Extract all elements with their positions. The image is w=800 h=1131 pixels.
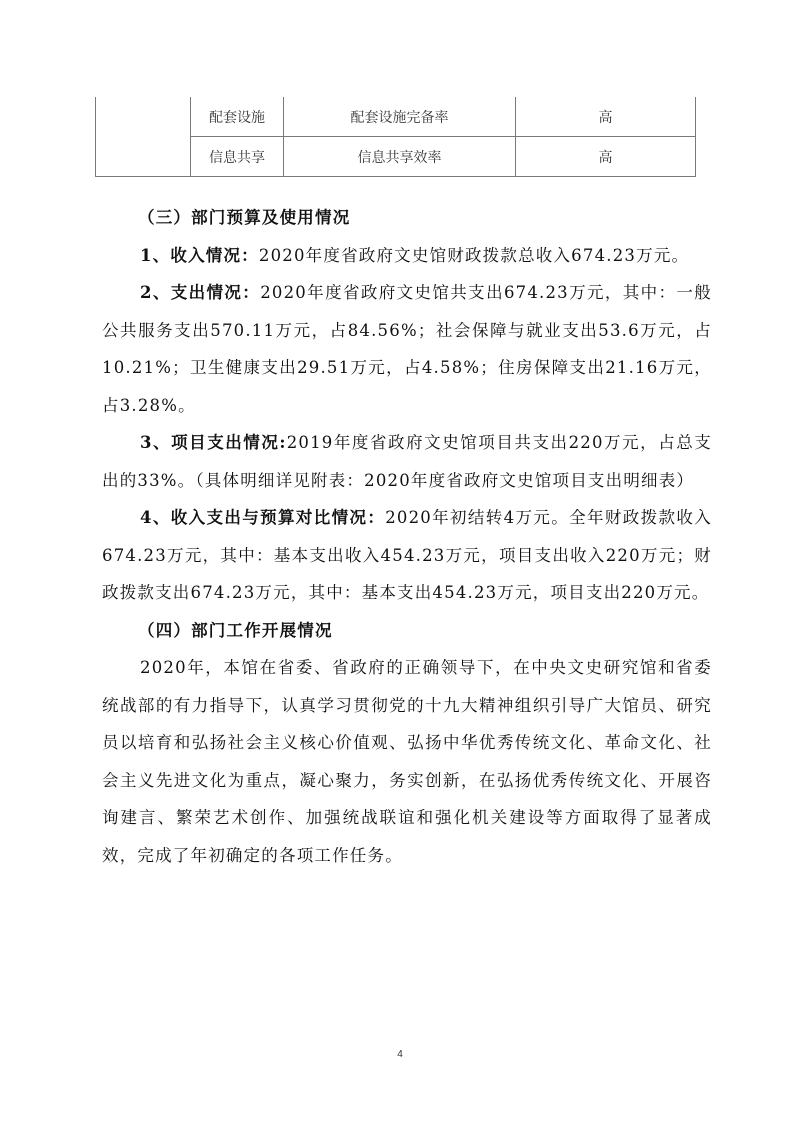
table-cell-merged xyxy=(96,97,191,177)
paragraph-expenditure xyxy=(102,274,712,424)
comparison-label: 4、收入支出与预算对比情况： xyxy=(140,508,386,527)
table-cell-tertiary-indicator: 信息共享效率 xyxy=(284,137,516,177)
table-cell-value: 高 xyxy=(516,97,696,137)
table-cell-tertiary-indicator: 配套设施完备率 xyxy=(284,97,516,137)
table-row xyxy=(96,97,696,137)
paragraph-project xyxy=(102,424,712,499)
body-text xyxy=(102,199,712,874)
project-label: 3、项目支出情况: xyxy=(140,433,287,452)
table-cell-value: 高 xyxy=(516,137,696,177)
table-cell-secondary-indicator: 配套设施 xyxy=(191,97,284,137)
paragraph-income xyxy=(102,237,712,275)
page-number: 4 xyxy=(397,1049,403,1060)
income-text: 2020年度省政府文史馆财政拨款总收入674.23万元。 xyxy=(258,245,690,265)
section-heading-work: （四）部门工作开展情况 xyxy=(138,620,333,640)
indicator-table xyxy=(95,97,696,177)
table-cell-secondary-indicator: 信息共享 xyxy=(191,137,284,177)
section-heading-budget: （三）部门预算及使用情况 xyxy=(138,208,351,227)
income-label: 1、收入情况： xyxy=(140,245,259,265)
expenditure-label: 2、支出情况： xyxy=(140,283,261,302)
paragraph-comparison xyxy=(102,499,712,612)
project-text: 2019年度省政府文史馆项目共支出220万元，占总支出的33%。（具体明细详见附表：2020年度省政府文史馆项目支出明细表） xyxy=(102,433,713,490)
comparison-text: 2020年初结转4万元。全年财政拨款收入674.23万元，其中：基本支出收入454.23万元，项目支出收入220万元；财政拨款支出674.23万元，其中：基本支出454.23万元，项目支出220万元。 xyxy=(102,508,712,602)
paragraph-work: 2020年，本馆在省委、省政府的正确领导下，在中央文史研究馆和省委统战部的有力指导下，认真学习贯彻党的十九大精神组织引导广大馆员、研究员以培育和弘扬社会主义核心价值观、弘扬中华优秀传统文化、革命文化、社会主义先进文化为重点，凝心聚力，务实创新，在弘扬优秀传统文化、开展咨询建言、繁荣艺术创作、加强统战联谊和强化机关建设等方面取得了显著成效，完成了年初确定的各项工作任务。 xyxy=(102,658,712,865)
expenditure-text: 2020年度省政府文史馆共支出674.23万元，其中：一般公共服务支出570.11万元，占84.56%；社会保障与就业支出53.6万元，占10.21%；卫生健康支出29.51万元，占4.58%；住房保障支出21.16万元，占3.28%。 xyxy=(102,283,712,415)
